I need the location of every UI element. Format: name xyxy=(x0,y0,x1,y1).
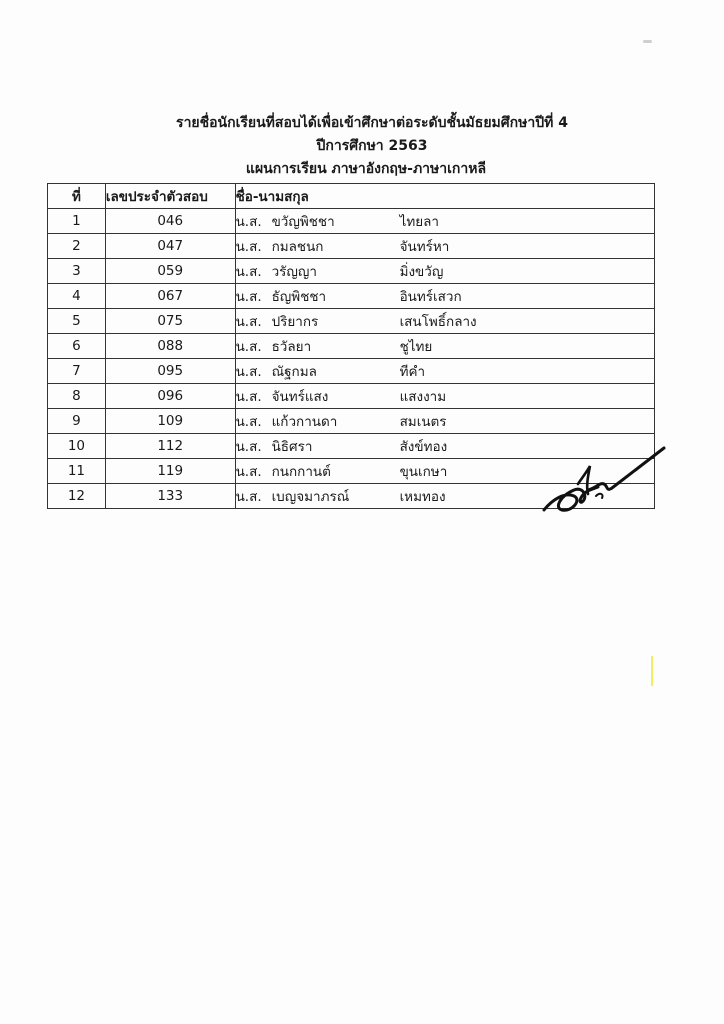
handwritten-signature xyxy=(538,440,666,520)
name-prefix: น.ส. xyxy=(235,489,262,505)
first-name: จันทร์แสง xyxy=(271,389,329,405)
header-full-name: ชื่อ-นามสกุล xyxy=(235,184,654,209)
last-name: เหมทอง xyxy=(399,489,446,505)
exam-id: 119 xyxy=(105,459,235,484)
table-row xyxy=(48,334,655,359)
student-name xyxy=(235,284,654,309)
table-row xyxy=(48,409,655,434)
last-name: อินทร์เสวก xyxy=(399,289,462,305)
row-number: 6 xyxy=(48,334,106,359)
student-name xyxy=(235,384,654,409)
last-name: ชูไทย xyxy=(399,339,433,355)
academic-year: ปีการศึกษา 2563 xyxy=(316,138,428,154)
row-number: 3 xyxy=(48,259,106,284)
exam-id: 133 xyxy=(105,484,235,509)
name-prefix: น.ส. xyxy=(235,264,262,280)
last-name: สังข์ทอง xyxy=(399,439,448,455)
exam-id: 096 xyxy=(105,384,235,409)
highlighter-mark xyxy=(651,656,653,686)
name-prefix: น.ส. xyxy=(235,439,262,455)
scan-speck xyxy=(643,40,652,43)
exam-id: 059 xyxy=(105,259,235,284)
header-exam-id: เลขประจำตัวสอบ xyxy=(105,184,235,209)
first-name: กนกกานต์ xyxy=(271,464,331,480)
last-name: ทีคำ xyxy=(399,364,426,380)
name-prefix: น.ส. xyxy=(235,214,262,230)
name-prefix: น.ส. xyxy=(235,289,262,305)
first-name: แก้วกานดา xyxy=(271,414,338,430)
last-name: แสงงาม xyxy=(399,389,447,405)
last-name: สมเนตร xyxy=(399,414,447,430)
table-row xyxy=(48,359,655,384)
row-number: 12 xyxy=(48,484,106,509)
first-name: ธัญพิชชา xyxy=(271,289,327,305)
student-name xyxy=(235,209,654,234)
exam-id: 075 xyxy=(105,309,235,334)
row-number: 5 xyxy=(48,309,106,334)
name-prefix: น.ส. xyxy=(235,389,262,405)
last-name: ไทยลา xyxy=(399,214,440,230)
first-name: ณัฐกมล xyxy=(271,364,317,380)
student-name xyxy=(235,334,654,359)
last-name: จันทร์หา xyxy=(399,239,450,255)
row-number: 1 xyxy=(48,209,106,234)
first-name: นิธิศรา xyxy=(271,439,313,455)
table-header-row xyxy=(48,184,655,209)
exam-id: 046 xyxy=(105,209,235,234)
last-name: ขุนเกษา xyxy=(399,464,448,480)
table-row xyxy=(48,284,655,309)
first-name: ปริยากร xyxy=(271,314,319,330)
student-name xyxy=(235,309,654,334)
student-name xyxy=(235,234,654,259)
name-prefix: น.ส. xyxy=(235,239,262,255)
name-prefix: น.ส. xyxy=(235,339,262,355)
name-prefix: น.ส. xyxy=(235,464,262,480)
study-program: แผนการเรียน ภาษาอังกฤษ-ภาษาเกาหลี xyxy=(245,161,487,177)
row-number: 2 xyxy=(48,234,106,259)
header-number: ที่ xyxy=(48,184,106,209)
table-row xyxy=(48,384,655,409)
first-name: เบญจมาภรณ์ xyxy=(271,489,350,505)
row-number: 8 xyxy=(48,384,106,409)
first-name: กมลชนก xyxy=(271,239,324,255)
row-number: 9 xyxy=(48,409,106,434)
exam-id: 109 xyxy=(105,409,235,434)
table-row xyxy=(48,259,655,284)
last-name: มิ่งขวัญ xyxy=(399,264,444,280)
row-number: 4 xyxy=(48,284,106,309)
exam-id: 095 xyxy=(105,359,235,384)
student-name xyxy=(235,409,654,434)
student-name xyxy=(235,259,654,284)
exam-id: 047 xyxy=(105,234,235,259)
first-name: ธวัลยา xyxy=(271,339,312,355)
table-row xyxy=(48,309,655,334)
document-title: รายชื่อนักเรียนที่สอบได้เพื่อเข้าศึกษาต่อระดับชั้นมัธยมศึกษาปีที่ 4 xyxy=(176,115,568,131)
first-name: วรัญญา xyxy=(271,264,317,280)
row-number: 11 xyxy=(48,459,106,484)
exam-id: 067 xyxy=(105,284,235,309)
table-row xyxy=(48,209,655,234)
exam-id: 088 xyxy=(105,334,235,359)
name-prefix: น.ส. xyxy=(235,364,262,380)
student-name xyxy=(235,359,654,384)
table-row xyxy=(48,234,655,259)
row-number: 10 xyxy=(48,434,106,459)
row-number: 7 xyxy=(48,359,106,384)
name-prefix: น.ส. xyxy=(235,414,262,430)
first-name: ขวัญพิชชา xyxy=(271,214,335,230)
name-prefix: น.ส. xyxy=(235,314,262,330)
exam-id: 112 xyxy=(105,434,235,459)
last-name: เสนโพธิ์กลาง xyxy=(399,314,477,330)
